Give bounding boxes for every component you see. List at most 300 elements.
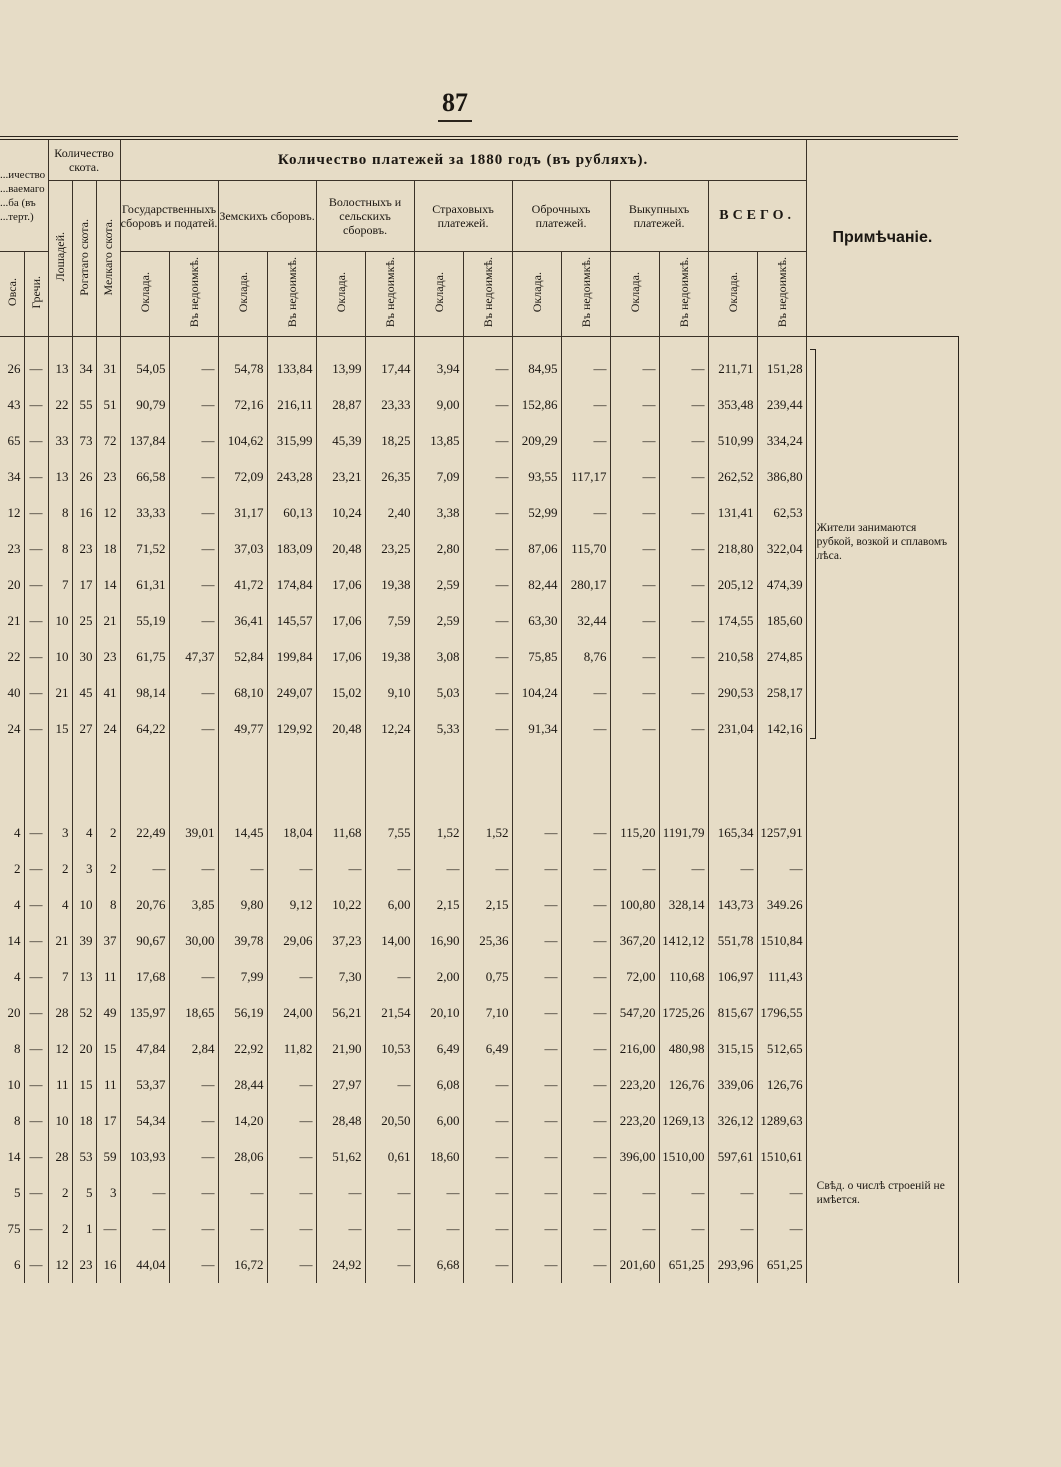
table-cell: 16,90: [414, 923, 463, 959]
table-cell: 151,28: [757, 337, 806, 388]
gap-cell: [120, 747, 169, 781]
table-cell: 143,73: [708, 887, 757, 923]
table-cell: —: [561, 1211, 610, 1247]
table-cell: —: [169, 1247, 218, 1283]
table-cell: 262,52: [708, 459, 757, 495]
table-cell: 6,49: [414, 1031, 463, 1067]
gap-cell: [72, 747, 96, 781]
table-cell: 28,48: [316, 1103, 365, 1139]
table-cell: 17,68: [120, 959, 169, 995]
table-cell: 353,48: [708, 387, 757, 423]
table-cell: 2: [96, 851, 120, 887]
table-cell: —: [169, 1175, 218, 1211]
table-row: [0, 1175, 958, 1211]
table-cell: 8: [14, 1113, 21, 1128]
table-cell: 10,22: [316, 887, 365, 923]
gap-cell: [267, 781, 316, 815]
table-cell: —: [267, 1247, 316, 1283]
gap-cell: [316, 747, 365, 781]
table-cell: 17: [72, 567, 96, 603]
table-cell: 75: [7, 1221, 21, 1236]
table-cell: 15: [48, 711, 72, 747]
table-cell: —: [169, 851, 218, 887]
table-cell: 62,53: [757, 495, 806, 531]
table-cell: 10: [48, 639, 72, 675]
table-cell: 2,59: [414, 603, 463, 639]
table-cell: 334,24: [757, 423, 806, 459]
table-cell: —: [463, 603, 512, 639]
table-cell: 10: [48, 603, 72, 639]
table-cell: 23,25: [365, 531, 414, 567]
table-cell: 4: [72, 815, 96, 851]
table-cell: 72: [96, 423, 120, 459]
table-cell: 84,95: [512, 337, 561, 388]
table-cell: 106,97: [708, 959, 757, 995]
table-cell: 2: [96, 815, 120, 851]
table-cell: 5,33: [414, 711, 463, 747]
table-cell: 258,17: [757, 675, 806, 711]
table-cell: —: [24, 1139, 48, 1175]
table-cell: —: [24, 851, 48, 887]
table-cell: 18,60: [414, 1139, 463, 1175]
table-cell: —: [267, 1139, 316, 1175]
table-cell: —: [659, 639, 708, 675]
table-cell: —: [267, 851, 316, 887]
table-cell: —: [316, 1175, 365, 1211]
table-cell: 54,34: [120, 1103, 169, 1139]
table-cell: —: [365, 1175, 414, 1211]
table-cell: 25,36: [463, 923, 512, 959]
table-cell: —: [561, 851, 610, 887]
gap-cell: [316, 781, 365, 815]
table-cell: 22: [48, 387, 72, 423]
table-cell: 55: [72, 387, 96, 423]
table-cell: 52,99: [512, 495, 561, 531]
table-cell: 21: [48, 675, 72, 711]
table-cell: 8: [48, 495, 72, 531]
table-cell: —: [610, 603, 659, 639]
table-cell: 8: [48, 531, 72, 567]
table-cell: 28,06: [218, 1139, 267, 1175]
header-notes: Примѣчаніе.: [806, 138, 958, 337]
table-cell: —: [512, 815, 561, 851]
table-cell: 54,05: [120, 337, 169, 388]
table-cell: 45: [72, 675, 96, 711]
table-cell: 20: [72, 1031, 96, 1067]
table-cell: 3,08: [414, 639, 463, 675]
table-cell: 1: [72, 1211, 96, 1247]
table-cell: —: [610, 337, 659, 388]
table-cell: 22: [7, 649, 21, 664]
table-cell: 547,20: [610, 995, 659, 1031]
table-cell: 30: [72, 639, 96, 675]
table-cell: —: [24, 531, 48, 567]
table-cell: 90,67: [120, 923, 169, 959]
table-cell: 53,37: [120, 1067, 169, 1103]
table-cell: 15,02: [316, 675, 365, 711]
gap-cell: [659, 747, 708, 781]
table-cell: 0,75: [463, 959, 512, 995]
table-cell: —: [512, 1103, 561, 1139]
table-cell: 1269,13: [659, 1103, 708, 1139]
table-cell: 20,50: [365, 1103, 414, 1139]
table-cell: 17,44: [365, 337, 414, 388]
header-ned: Въ недоимкѣ.: [561, 252, 610, 337]
table-cell: —: [267, 959, 316, 995]
table-cell: —: [757, 851, 806, 887]
gap-cell: [120, 781, 169, 815]
table-cell: 9,12: [267, 887, 316, 923]
header-cattle-horned: Рогатаго скота.: [72, 181, 96, 337]
table-cell: 39,78: [218, 923, 267, 959]
table-cell: —: [610, 675, 659, 711]
table-cell: 1257,91: [757, 815, 806, 851]
table-cell: 6,00: [414, 1103, 463, 1139]
table-cell: 239,44: [757, 387, 806, 423]
table-cell: 9,10: [365, 675, 414, 711]
table-cell: —: [561, 1247, 610, 1283]
table-cell: 18: [72, 1103, 96, 1139]
table-cell: 4: [48, 887, 72, 923]
table-cell: 7: [48, 567, 72, 603]
table-cell: 815,67: [708, 995, 757, 1031]
table-cell: —: [561, 815, 610, 851]
table-cell: —: [120, 1175, 169, 1211]
table-cell: —: [169, 1139, 218, 1175]
table-cell: 3,94: [414, 337, 463, 388]
header-ned: Въ недоимкѣ.: [659, 252, 708, 337]
table-cell: 8: [14, 1041, 21, 1056]
table-cell: 1,52: [463, 815, 512, 851]
table-cell: —: [24, 923, 48, 959]
table-cell: 7,30: [316, 959, 365, 995]
table-cell: —: [169, 675, 218, 711]
table-cell: —: [610, 711, 659, 747]
table-cell: 63,30: [512, 603, 561, 639]
table-cell: —: [365, 1067, 414, 1103]
table-cell: 18,65: [169, 995, 218, 1031]
table-cell: 34: [72, 337, 96, 388]
table-cell: —: [463, 711, 512, 747]
table-cell: 145,57: [267, 603, 316, 639]
table-cell: —: [24, 995, 48, 1031]
note-empty: [806, 959, 958, 995]
table-cell: —: [169, 567, 218, 603]
table-cell: 17,06: [316, 567, 365, 603]
table-cell: 13,99: [316, 337, 365, 388]
table-cell: 210,58: [708, 639, 757, 675]
gap-cell: [561, 747, 610, 781]
table-cell: 61,75: [120, 639, 169, 675]
table-cell: 7,55: [365, 815, 414, 851]
table-cell: 349.26: [757, 887, 806, 923]
table-cell: 8: [96, 887, 120, 923]
table-cell: 90,79: [120, 387, 169, 423]
table-cell: 396,00: [610, 1139, 659, 1175]
table-cell: 104,62: [218, 423, 267, 459]
table-cell: 231,04: [708, 711, 757, 747]
table-cell: 75,85: [512, 639, 561, 675]
table-cell: —: [24, 1031, 48, 1067]
table-cell: —: [169, 337, 218, 388]
table-cell: 72,16: [218, 387, 267, 423]
table-cell: 597,61: [708, 1139, 757, 1175]
table-cell: 24: [96, 711, 120, 747]
table-cell: —: [365, 1247, 414, 1283]
table-cell: —: [96, 1211, 120, 1247]
note-empty: [806, 887, 958, 923]
table-row: [0, 959, 958, 995]
table-cell: 274,85: [757, 639, 806, 675]
table-row: [0, 815, 958, 851]
table-cell: 28,87: [316, 387, 365, 423]
table-cell: 165,34: [708, 815, 757, 851]
header-cattle-small: Мелкаго скота.: [96, 181, 120, 337]
table-cell: 26,35: [365, 459, 414, 495]
table-cell: 71,52: [120, 531, 169, 567]
table-cell: 21: [48, 923, 72, 959]
table-cell: 0,61: [365, 1139, 414, 1175]
gap-cell: [610, 781, 659, 815]
table-cell: 152,86: [512, 387, 561, 423]
gap-cell: [365, 747, 414, 781]
table-cell: 205,12: [708, 567, 757, 603]
gap-cell: [708, 781, 757, 815]
table-cell: 199,84: [267, 639, 316, 675]
table-row: [0, 1247, 958, 1283]
table-cell: 33: [48, 423, 72, 459]
table-cell: 20,10: [414, 995, 463, 1031]
table-cell: 126,76: [659, 1067, 708, 1103]
table-cell: —: [169, 459, 218, 495]
table-cell: 293,96: [708, 1247, 757, 1283]
table-cell: —: [708, 1175, 757, 1211]
table-cell: —: [463, 1067, 512, 1103]
table-cell: 44,04: [120, 1247, 169, 1283]
table-cell: —: [24, 1067, 48, 1103]
table-cell: 53: [72, 1139, 96, 1175]
table-cell: 2: [48, 1211, 72, 1247]
table-cell: —: [610, 1211, 659, 1247]
table-cell: 23: [72, 531, 96, 567]
table-cell: 37,03: [218, 531, 267, 567]
table-cell: 65: [7, 433, 21, 448]
table-cell: 339,06: [708, 1067, 757, 1103]
table-cell: 15: [72, 1067, 96, 1103]
table-cell: 12,24: [365, 711, 414, 747]
table-cell: 315,99: [267, 423, 316, 459]
table-cell: —: [414, 1175, 463, 1211]
table-cell: 55,19: [120, 603, 169, 639]
table-cell: 41: [96, 675, 120, 711]
table-cell: 22,92: [218, 1031, 267, 1067]
header-group-redemption: Выкупныхъ платежей.: [610, 181, 708, 252]
table-cell: 51: [96, 387, 120, 423]
gap-cell: [512, 781, 561, 815]
table-cell: 510,99: [708, 423, 757, 459]
table-cell: —: [463, 459, 512, 495]
table-cell: 133,84: [267, 337, 316, 388]
table-cell: —: [659, 603, 708, 639]
table-cell: —: [512, 995, 561, 1031]
table-cell: 12: [7, 505, 21, 520]
table-cell: —: [561, 995, 610, 1031]
note-buildings: Свѣд. о числѣ строеній не имѣется.: [806, 1175, 958, 1211]
table-row: [0, 1031, 958, 1067]
table-cell: 104,24: [512, 675, 561, 711]
table-cell: 20: [7, 1005, 21, 1020]
header-group-state: Государственныхъ сборовъ и податей.: [120, 181, 218, 252]
table-row: [0, 923, 958, 959]
table-cell: 14: [7, 1149, 21, 1164]
table-cell: 41,72: [218, 567, 267, 603]
table-cell: 20,76: [120, 887, 169, 923]
table-cell: —: [610, 639, 659, 675]
table-cell: —: [24, 639, 48, 675]
table-cell: 72,09: [218, 459, 267, 495]
table-cell: 24: [7, 721, 21, 736]
table-cell: 131,41: [708, 495, 757, 531]
table-cell: 2,80: [414, 531, 463, 567]
table-cell: 216,11: [267, 387, 316, 423]
table-cell: 10: [72, 887, 96, 923]
table-cell: —: [610, 1175, 659, 1211]
gap-cell: [169, 747, 218, 781]
table-cell: 26: [72, 459, 96, 495]
table-cell: 23,33: [365, 387, 414, 423]
gap-cell: [414, 781, 463, 815]
table-cell: 34: [7, 469, 21, 484]
table-cell: —: [561, 387, 610, 423]
table-cell: 47,37: [169, 639, 218, 675]
table-cell: 87,06: [512, 531, 561, 567]
table-cell: —: [463, 423, 512, 459]
header-group-total: ВСЕГО.: [708, 181, 806, 252]
table-cell: 2,15: [463, 887, 512, 923]
table-cell: —: [316, 1211, 365, 1247]
table-cell: —: [463, 1139, 512, 1175]
table-cell: 21: [7, 613, 21, 628]
table-cell: 43: [7, 397, 21, 412]
table-cell: —: [659, 1211, 708, 1247]
table-cell: —: [24, 711, 48, 747]
table-cell: 5: [14, 1185, 21, 1200]
table-cell: —: [463, 1103, 512, 1139]
gap-cell: [218, 747, 267, 781]
note-empty: [806, 815, 958, 851]
table-cell: —: [561, 923, 610, 959]
table-cell: 47,84: [120, 1031, 169, 1067]
table-cell: —: [316, 851, 365, 887]
table-cell: 218,80: [708, 531, 757, 567]
table-cell: —: [610, 459, 659, 495]
table-cell: —: [414, 1211, 463, 1247]
header-group-volost: Волостныхъ и сельскихъ сборовъ.: [316, 181, 414, 252]
table-cell: 367,20: [610, 923, 659, 959]
table-cell: —: [659, 459, 708, 495]
table-cell: 512,65: [757, 1031, 806, 1067]
table-cell: 7,09: [414, 459, 463, 495]
table-cell: 11,82: [267, 1031, 316, 1067]
table-cell: 1725,26: [659, 995, 708, 1031]
table-cell: —: [512, 1175, 561, 1211]
table-cell: 2: [48, 1175, 72, 1211]
table-cell: —: [24, 423, 48, 459]
table-cell: —: [267, 1175, 316, 1211]
table-cell: 21: [96, 603, 120, 639]
table-cell: —: [463, 1247, 512, 1283]
table-cell: 117,17: [561, 459, 610, 495]
table-cell: 2: [48, 851, 72, 887]
table-cell: 11,68: [316, 815, 365, 851]
table-cell: —: [610, 567, 659, 603]
table-cell: 56,19: [218, 995, 267, 1031]
table-cell: —: [267, 1103, 316, 1139]
table-row: [0, 1139, 958, 1175]
table-cell: 59: [96, 1139, 120, 1175]
table-cell: —: [610, 531, 659, 567]
table-cell: 13,85: [414, 423, 463, 459]
table-cell: —: [512, 1247, 561, 1283]
header-okl: Оклада.: [708, 252, 757, 337]
gap-cell: [96, 747, 120, 781]
table-cell: 1510,00: [659, 1139, 708, 1175]
table-cell: —: [24, 337, 48, 388]
note-empty: [806, 923, 958, 959]
note-empty: [806, 1103, 958, 1139]
table-cell: 17,06: [316, 603, 365, 639]
header-ned: Въ недоимкѣ.: [365, 252, 414, 337]
gap-cell: [512, 747, 561, 781]
header-payments-title: Количество платежей за 1880 годъ (въ рубляхъ).: [120, 138, 806, 181]
table-cell: —: [365, 851, 414, 887]
gap-cell: [659, 781, 708, 815]
table-cell: 2: [14, 861, 21, 876]
table-cell: —: [169, 603, 218, 639]
gap-cell: [365, 781, 414, 815]
table-cell: 73: [72, 423, 96, 459]
table-cell: 14: [7, 933, 21, 948]
header-grain: ...ичество ...ваемаго ...ба (въ ...терт.): [0, 138, 48, 252]
table-cell: 2,84: [169, 1031, 218, 1067]
table-cell: 1796,55: [757, 995, 806, 1031]
table-cell: —: [463, 495, 512, 531]
note-bracket: [810, 349, 816, 739]
table-cell: 68,10: [218, 675, 267, 711]
table-cell: 37,23: [316, 923, 365, 959]
table-cell: 474,39: [757, 567, 806, 603]
header-horses: Лошадей.: [48, 181, 72, 337]
table-cell: 185,60: [757, 603, 806, 639]
table-cell: —: [561, 495, 610, 531]
table-cell: 49: [96, 995, 120, 1031]
table-cell: —: [267, 1211, 316, 1247]
page-number: 87: [0, 88, 910, 122]
table-cell: —: [414, 851, 463, 887]
table-cell: —: [561, 337, 610, 388]
table-cell: 1191,79: [659, 815, 708, 851]
table-cell: —: [610, 495, 659, 531]
note-empty: [806, 1031, 958, 1067]
table-cell: 45,39: [316, 423, 365, 459]
table-cell: 6,00: [365, 887, 414, 923]
table-cell: —: [169, 959, 218, 995]
table-cell: 7,10: [463, 995, 512, 1031]
table-cell: 14,00: [365, 923, 414, 959]
table-cell: 126,76: [757, 1067, 806, 1103]
table-cell: 174,84: [267, 567, 316, 603]
table-cell: 22,49: [120, 815, 169, 851]
